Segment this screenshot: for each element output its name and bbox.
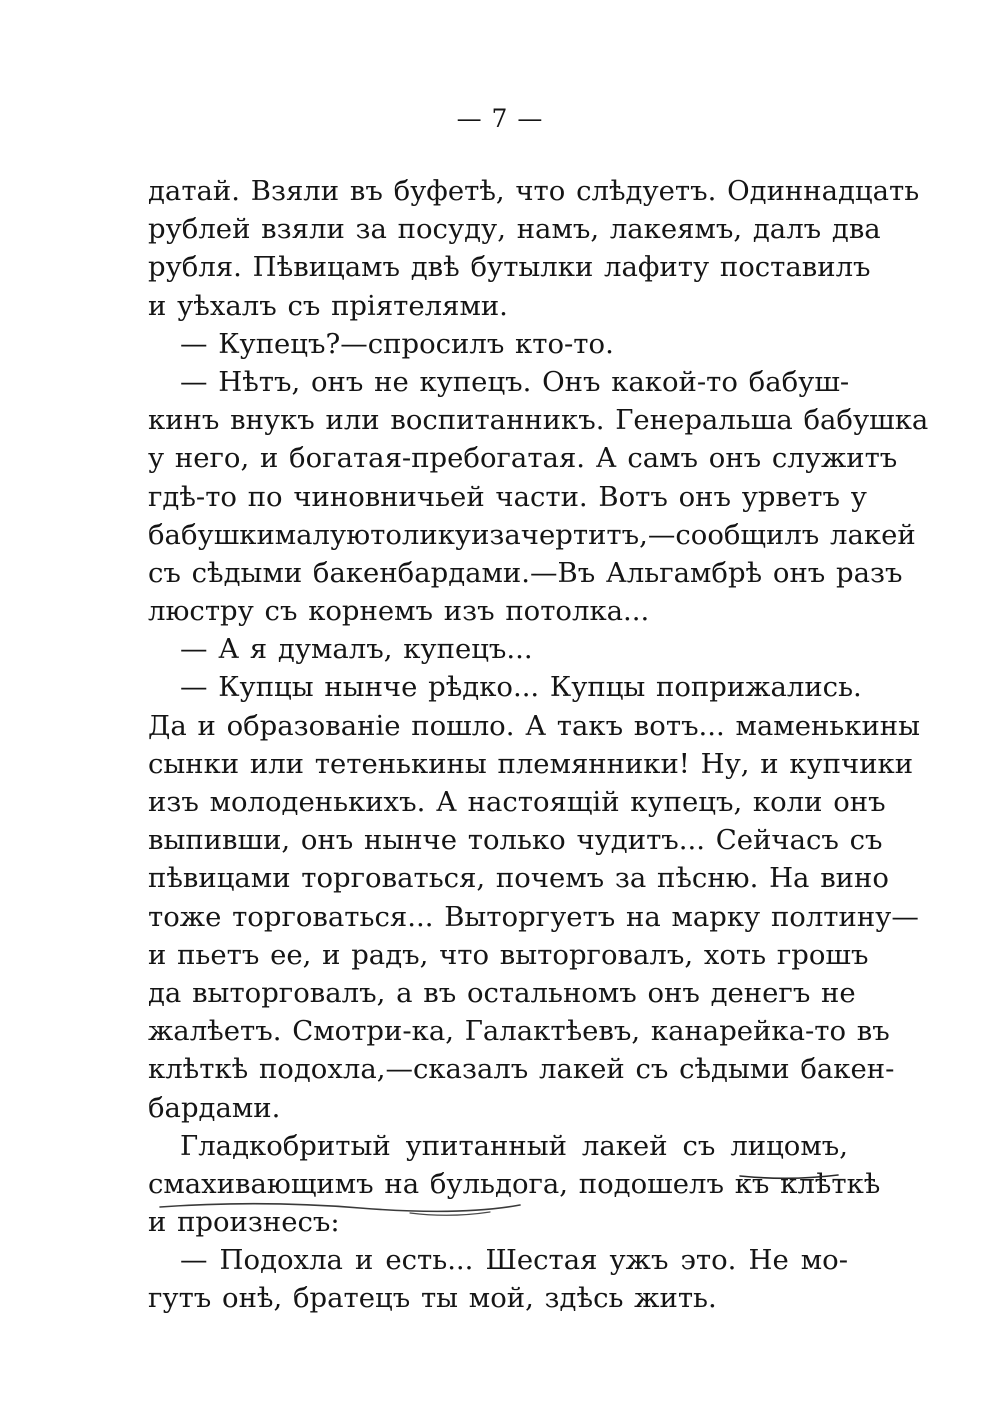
- text-line: — Купцы нынче рѣдко... Купцы поприжались.: [180, 671, 862, 704]
- text-line: у него, и богатая-пребогатая. А самъ онъ служитъ: [148, 442, 898, 475]
- text-line: сынки или тетенькины племянники! Ну, и купчики: [148, 747, 914, 780]
- text-line: выпивши, онъ нынче только чудитъ... Сейчасъ съ: [148, 824, 883, 857]
- text-line: кинъ внукъ или воспитанникъ. Генеральша бабушка: [148, 404, 929, 437]
- text-line: изъ молоденькихъ. А настоящій купецъ, коли онъ: [148, 786, 886, 818]
- text-line: датай. Взяли въ буфетѣ, что слѣдуетъ. Одиннадцать: [148, 175, 920, 207]
- text-line: пѣвицами торговаться, почемъ за пѣсню. На вино: [148, 862, 889, 895]
- text-line: смахивающимъ на бульдога, подошелъ къ клѣткѣ: [148, 1167, 881, 1200]
- body-text: [148, 172, 929, 1318]
- page-number: — 7 —: [456, 104, 544, 133]
- text-line: — Подохла и есть... Шестая ужъ это. Не мо-: [180, 1244, 848, 1277]
- text-line: тоже торговаться... Выторгуетъ на марку полтину—: [148, 900, 919, 933]
- text-line: Да и образованіе пошло. А такъ вотъ... маменькины: [148, 709, 921, 742]
- text-line: клѣткѣ подохла,—сказалъ лакей съ сѣдыми бакен-: [148, 1053, 895, 1086]
- text-line: рублей взяли за посуду, намъ, лакеямъ, далъ два: [148, 213, 881, 246]
- text-line: люстру съ корнемъ изъ потолка...: [148, 595, 650, 628]
- text-line: да выторговалъ, а въ остальномъ онъ денегъ не: [148, 976, 856, 1009]
- text-line: и пьетъ ее, и радъ, что выторговалъ, хоть грошъ: [148, 938, 869, 971]
- text-line: — Нѣтъ, онъ не купецъ. Онъ какой-то бабуш-: [180, 365, 850, 398]
- text-line: съ сѣдыми бакенбардами.—Въ Альгамбрѣ онъ разъ: [148, 556, 903, 589]
- text-line: гдѣ-то по чиновничьей части. Вотъ онъ урветъ у: [148, 480, 867, 513]
- text-line: бардами.: [148, 1091, 281, 1124]
- text-line: рубля. Пѣвицамъ двѣ бутылки лафиту поставилъ: [148, 251, 871, 284]
- text-line: жалѣетъ. Смотри-ка, Галактѣевъ, канарейка-то въ: [148, 1015, 890, 1048]
- text-line: гутъ онѣ, братецъ ты мой, здѣсь жить.: [148, 1282, 717, 1315]
- text-line: — Купецъ?—спросилъ кто-то.: [180, 327, 614, 360]
- text-line: и уѣхалъ съ пріятелями.: [148, 289, 508, 322]
- text-line: и произнесъ:: [148, 1206, 340, 1239]
- text-line: — А я думалъ, купецъ...: [180, 633, 533, 666]
- text-line: бабушкималуютоликуизачертитъ,—сообщилъ лакей: [148, 518, 916, 551]
- text-line: Гладкобритый упитанный лакей съ лицомъ,: [180, 1129, 848, 1162]
